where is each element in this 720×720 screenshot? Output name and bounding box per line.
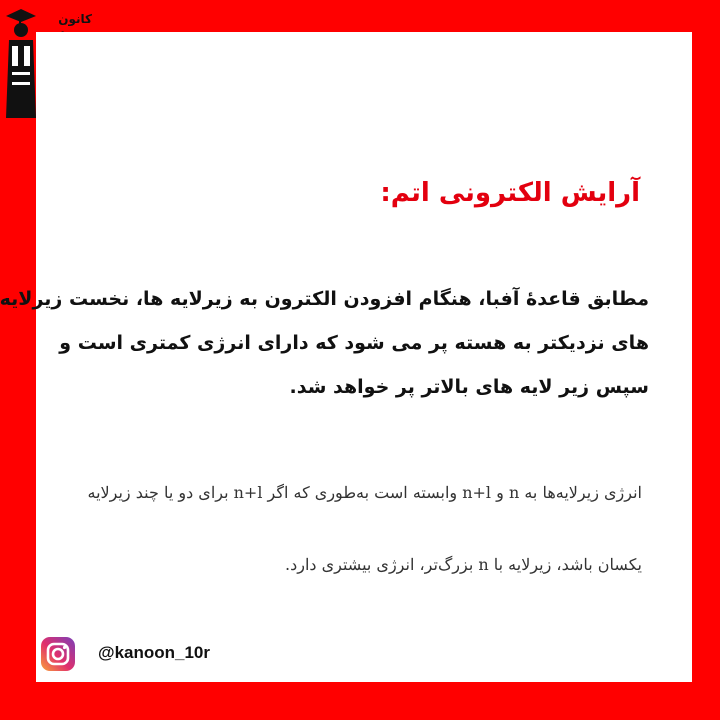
instagram-handle[interactable]: @kanoon_10r <box>98 643 211 662</box>
textbook-excerpt <box>42 457 642 601</box>
paragraph-line-2: های نزدیکتر به هسته پر می شود که دارای انرژی کمتری است و <box>59 332 649 354</box>
graduate-figure-icon <box>4 6 38 120</box>
content-card <box>0 32 692 682</box>
excerpt-line-1: انرژی زیرلایه‌ها به n و n+l وابسته است به‌طوری که اگر n+l برای دو یا چند زیرلایه <box>87 483 642 502</box>
page-title: آرایش الکترونی اتم: <box>380 178 640 208</box>
excerpt-line-2: یکسان باشد، زیرلایه با n بزرگ‌تر، انرژی بیشتری دارد. <box>285 555 642 574</box>
logo-line-1: کانون <box>58 12 92 26</box>
paragraph-line-3: سپس زیر لایه های بالاتر پر خواهد شد. <box>289 376 649 398</box>
main-paragraph <box>0 277 649 409</box>
paragraph-line-1: مطابق قاعدۀ آفبا، هنگام افزودن الکترون به زیرلایه ها، نخست زیرلایه <box>0 288 649 310</box>
instagram-icon[interactable] <box>40 636 76 672</box>
